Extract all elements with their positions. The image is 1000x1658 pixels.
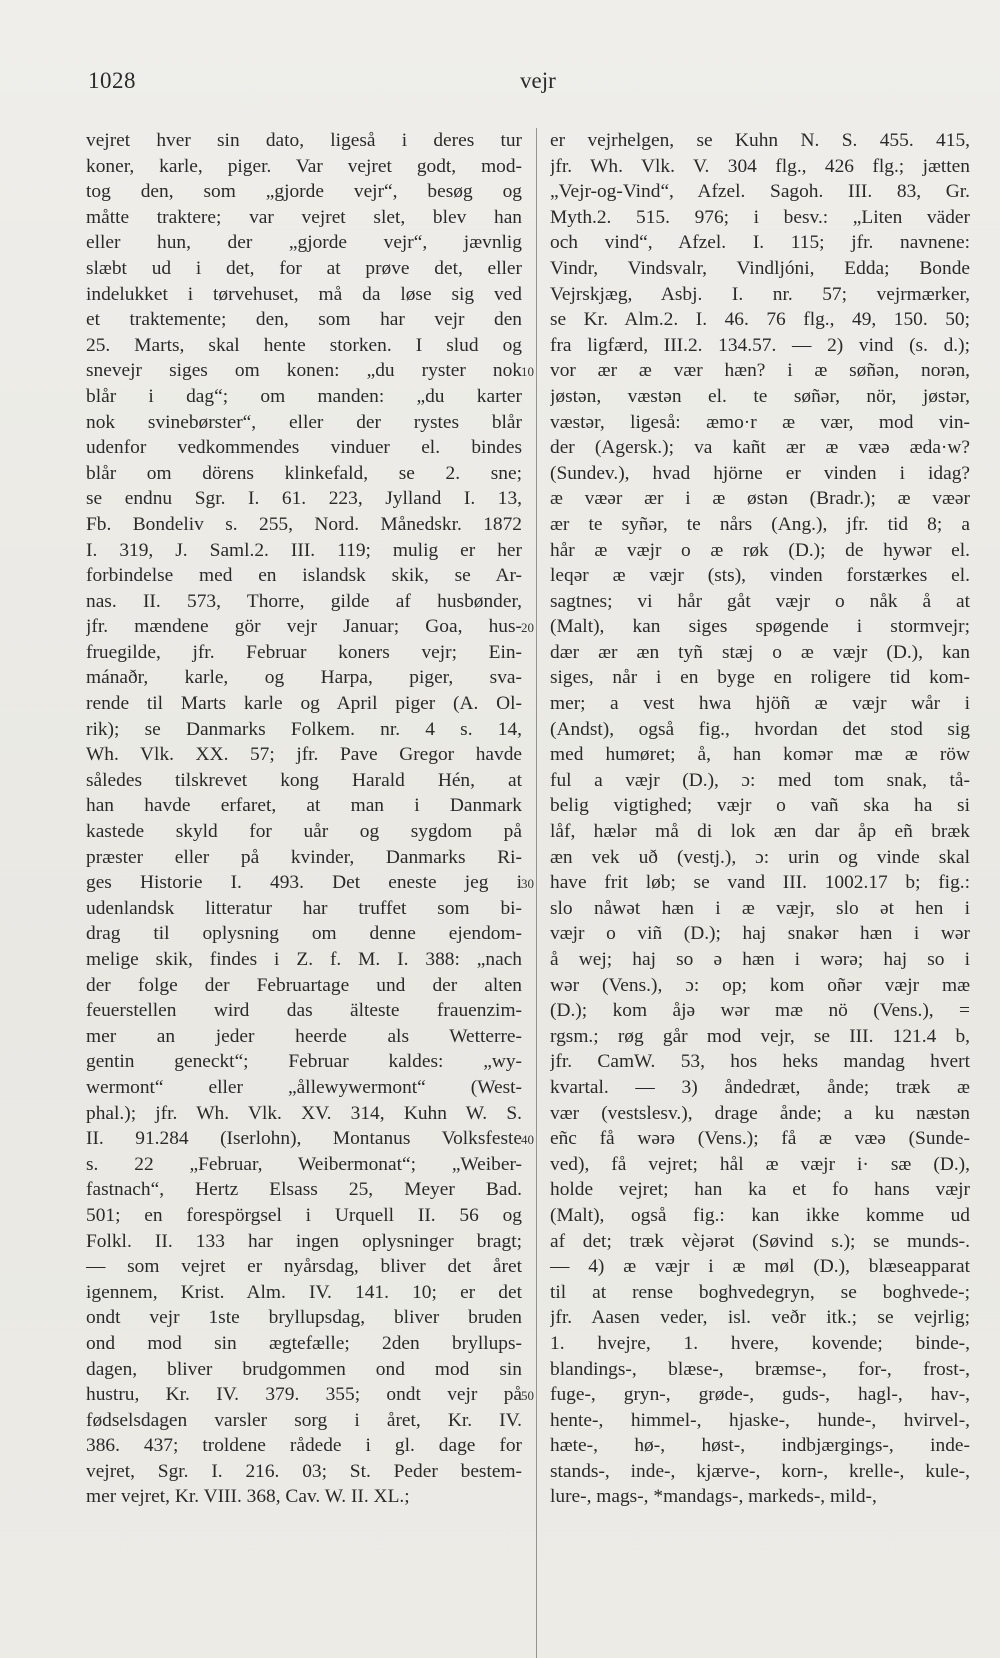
left-column-line: mánaðr, karle, og Harpa, piger, sva- [86, 667, 522, 689]
right-column-line: æn vek uð (vestj.), ɔ: urin og vinde skal [550, 846, 970, 868]
right-column-line: kvartal. — 3) åndedræt, ånde; træk æ [550, 1076, 970, 1098]
right-column-line: lure-, mags-, *mandags-, markeds-, mild-, [550, 1486, 877, 1508]
right-column-line: — 4) æ væjr i æ møl (D.), blæseapparat [550, 1256, 970, 1278]
left-column-line: gentin geneckt“; Februar kaldes: „wy- [86, 1051, 522, 1073]
left-column-line: II. 91.284 (Iserlohn), Montanus Volksfeste [86, 1128, 522, 1150]
left-column-line: koner, karle, piger. Var vejret godt, mod- [86, 155, 522, 177]
right-column-line: belig vigtighed; væjr o vañ ska ha si [550, 795, 970, 817]
right-column-line: (Andst), også fig., hvordan det stod sig [550, 718, 970, 740]
right-column-line: jøstən, væstən el. te søñər, nör, jøstər, [550, 385, 970, 407]
left-column-line: — som vejret er nyårsdag, bliver det året [86, 1256, 522, 1278]
left-column-line: ond mod sin ægtefælle; 2den bryllups- [86, 1332, 522, 1354]
right-column-line: af det; træk vèjərət (Søvind s.); se munds-. [550, 1230, 970, 1252]
left-column-line: ondt vejr 1ste bryllupsdag, bliver bruden [86, 1307, 522, 1329]
left-column-line: Folkl. II. 133 har ingen oplysninger bragt; [86, 1230, 522, 1252]
right-column-line: Vindr, Vindsvalr, Vindljóni, Edda; Bonde [550, 257, 970, 279]
right-column-line: hente-, himmel-, hjaske-, hunde-, hvirvel-, [550, 1409, 970, 1431]
left-column-line: præster eller på kvinder, Danmarks Ri- [86, 846, 522, 868]
right-column-line: fuge-, gryn-, grøde-, guds-, hagl-, hav-, [550, 1384, 970, 1406]
left-column-line: udenfor vedkommendes vinduer el. bindes [86, 437, 522, 459]
left-column-line: 386. 437; troldene rådede i gl. dage for [86, 1435, 522, 1457]
right-column-line: holde vejret; han ka et fo hans væjr [550, 1179, 970, 1201]
page-number: 1028 [88, 68, 136, 93]
right-column-line: leqər æ væjr (sts), vinden forstærkes el. [550, 565, 970, 587]
right-column-line: mer; a vest hwa hjöñ æ væjr wår i [550, 693, 970, 715]
right-column-line: blandings-, blæse-, bræmse-, for-, frost-, [550, 1358, 970, 1380]
right-column-line: vær (vestslesv.), drage ånde; a ku næstən [550, 1102, 970, 1124]
left-column-line: phal.); jfr. Wh. Vlk. XV. 314, Kuhn W. S. [86, 1102, 522, 1124]
left-column-line: snevejr siges om konen: „du ryster nok [86, 360, 522, 382]
page-header [88, 68, 940, 104]
left-column-line: nok svinebørster“, eller der rystes blår [86, 411, 522, 433]
left-column-line: s. 22 „Februar, Weibermonat“; „Weiber- [86, 1153, 522, 1175]
column-divider [536, 128, 537, 1658]
left-column-line: feuerstellen wird das älteste frauenzim- [86, 1000, 522, 1022]
left-column-line: slæbt ud i det, for at prøve det, eller [86, 257, 522, 279]
right-column-line: stands-, inde-, kjærve-, korn-, krelle-, kule-, [550, 1460, 970, 1482]
left-column-line: udenlandsk litteratur har truffet som bi- [86, 897, 522, 919]
left-column-line: Fb. Bondeliv s. 255, Nord. Månedskr. 1872 [86, 513, 522, 535]
right-column-line: (Malt), også fig.: kan ikke komme ud [550, 1204, 970, 1226]
right-column-line: ær te syñər, te nårs (Ang.), jfr. tid 8; a [550, 513, 970, 535]
right-column-line: med humøret; å, han komər mæ æ röw [550, 744, 970, 766]
right-column-line: siges, når i en byge en roligere tid kom- [550, 667, 970, 689]
left-column-line: I. 319, J. Saml.2. III. 119; mulig er her [86, 539, 522, 561]
left-column-line: mer an jeder heerde als Wetterre- [86, 1025, 522, 1047]
right-column-line: å wej; haj so ə hæn i wərə; haj so i [550, 949, 970, 970]
right-column-line: 1. hvejre, 1. hvere, kovende; binde-, [550, 1332, 970, 1354]
right-column-line: Myth.2. 515. 976; i besv.: „Liten väder [550, 206, 970, 228]
left-column-line: således tilskrevet kong Harald Hén, at [86, 769, 522, 791]
line-number: 30 [521, 876, 534, 892]
right-column-line: dær ær æn tyñ stæj o æ væjr (D.), kan [550, 641, 970, 663]
right-column-line: låf, hælər må di lok æn dar åp eñ bræk [550, 821, 970, 843]
left-column [86, 128, 522, 1510]
right-column-line: slo nåwət hæn i æ væjr, slo ət hen i [550, 897, 970, 919]
right-column-line: jfr. CamW. 53, hos heks mandag hvert [550, 1051, 970, 1073]
right-column-line: eñc få wərə (Vens.); få æ væə (Sunde- [550, 1128, 970, 1150]
left-column-line: se endnu Sgr. I. 61. 223, Jylland I. 13, [86, 488, 522, 510]
left-column-line: eller hun, der „gjorde vejr“, jævnlig [86, 232, 522, 254]
right-column-line: er vejrhelgen, se Kuhn N. S. 455. 415, [550, 130, 970, 151]
left-column-line: igennem, Krist. Alm. IV. 141. 10; er det [86, 1281, 522, 1303]
right-column-line: væstər, ligeså: æmo·r æ vær, mod vin- [550, 411, 970, 433]
left-column-line: blår i dag“; om manden: „du karter [86, 385, 522, 407]
right-column-line: se Kr. Alm.2. I. 46. 76 flg., 49, 150. 50; [550, 309, 970, 331]
left-column-line: drag til oplysning om denne ejendom- [86, 923, 522, 945]
left-column-line: tog den, som „gjorde vejr“, besøg og [86, 181, 522, 203]
left-column-line: måtte traktere; var vejret slet, blev han [86, 206, 522, 228]
left-column-line: fastnach“, Hertz Elsass 25, Meyer Bad. [86, 1179, 522, 1201]
right-column-line: (Sundev.), hvad hjörne er vinden i idag? [550, 462, 970, 484]
left-column-line: hustru, Kr. IV. 379. 355; ondt vejr på [86, 1384, 522, 1406]
left-column-line: der folge der Februartage und der alten [86, 974, 522, 996]
right-column-line: hår æ væjr o æ røk (D.); de hywər el. [550, 539, 970, 561]
left-column-line: Wh. Vlk. XX. 57; jfr. Pave Gregor havde [86, 744, 522, 766]
left-column-line: fruegilde, jfr. Februar koners vejr; Ein- [86, 641, 522, 663]
right-column-line: och vind“, Afzel. I. 115; jfr. navnene: [550, 232, 970, 254]
right-column-line: væjr o viñ (D.); haj snakər hæn i wər [550, 923, 970, 945]
left-column-line: indelukket i tørvehuset, må da løse sig ved [86, 283, 522, 305]
left-column-line: rende til Marts karle og April piger (A. Ol- [86, 693, 522, 715]
right-column-line: (Malt), kan siges spøgende i stormvejr; [550, 616, 970, 638]
right-column-line: „Vejr-og-Vind“, Afzel. Sagoh. III. 83, Gr. [550, 181, 970, 203]
left-column-line: blår om dörens klinkefald, se 2. sne; [86, 462, 522, 484]
left-column-line: vejret hver sin dato, ligeså i deres tur [86, 130, 522, 151]
left-column-line: melige skik, findes i Z. f. M. I. 388: „nach [86, 949, 522, 970]
right-column-line: rgsm.; røg går mod vejr, se III. 121.4 b, [550, 1025, 970, 1047]
right-column-line: have frit løb; se vand III. 1002.17 b; fig.: [550, 872, 970, 894]
right-column-line: fra ligfærd, III.2. 134.57. — 2) vind (s. d.); [550, 334, 970, 356]
right-column-line: jfr. Aasen veder, isl. veðr itk.; se vejrlig; [550, 1307, 970, 1329]
right-column-line: ful a væjr (D.), ɔ: med tom snak, tå- [550, 769, 970, 791]
right-column-line: sagtnes; vi hår gåt væjr o nåk å at [550, 590, 970, 612]
right-column-line: vor ær æ vær hæn? i æ søñən, norən, [550, 360, 970, 382]
right-column-line: ved), få vejret; hål æ væjr i· sæ (D.), [550, 1153, 970, 1175]
line-number: 40 [521, 1132, 534, 1148]
left-column-line: 501; en forespörgsel i Urquell II. 56 og [86, 1204, 522, 1226]
left-column-line: ges Historie I. 493. Det eneste jeg i [86, 872, 522, 894]
left-column-line: rik); se Danmarks Folkem. nr. 4 s. 14, [86, 718, 522, 740]
right-column-line: jfr. Wh. Vlk. V. 304 flg., 426 flg.; jætten [550, 155, 970, 177]
line-number: 20 [521, 620, 534, 636]
right-column-line: (D.); kom åjə wər mæ nö (Vens.), = [550, 1000, 970, 1022]
left-column-line: fødselsdagen varsler sorg i året, Kr. IV. [86, 1409, 522, 1431]
left-column-line: han havde erfaret, at man i Danmark [86, 795, 522, 817]
line-number: 50 [521, 1388, 534, 1404]
left-column-line: jfr. mændene gör vejr Januar; Goa, hus- [86, 616, 522, 638]
line-number: 10 [521, 364, 534, 380]
left-column-line: forbindelse med en islandsk skik, se Ar- [86, 565, 522, 587]
right-column-line: der (Agersk.); va kañt ær æ væə æda·w? [550, 437, 970, 459]
left-column-line: et traktemente; den, som har vejr den [86, 309, 522, 331]
running-head: vejr [520, 68, 556, 93]
right-column [550, 128, 970, 1510]
left-column-line: vejret, Sgr. I. 216. 03; St. Peder bestem- [86, 1460, 522, 1482]
left-column-line: nas. II. 573, Thorre, gilde af husbønder, [86, 590, 522, 612]
right-column-line: æ væər ær i æ østən (Bradr.); æ væər [550, 488, 970, 510]
left-column-line: kastede skyld for uår og sygdom på [86, 821, 522, 843]
left-column-line: wermont“ eller „ållewywermont“ (West- [86, 1076, 522, 1098]
right-column-line: til at rense boghvedegryn, se boghvede-; [550, 1281, 970, 1303]
left-column-line: mer vejret, Kr. VIII. 368, Cav. W. II. XL.; [86, 1486, 410, 1508]
right-column-line: hæte-, hø-, høst-, indbjærgings-, inde- [550, 1435, 970, 1457]
right-column-line: Vejrskjæg, Asbj. I. nr. 57; vejrmærker, [550, 283, 970, 305]
right-column-line: wər (Vens.), ɔ: op; kom oñər væjr mæ [550, 974, 970, 996]
left-column-line: 25. Marts, skal hente storken. I slud og [86, 334, 522, 356]
left-column-line: dagen, bliver brudgommen ond mod sin [86, 1358, 522, 1380]
